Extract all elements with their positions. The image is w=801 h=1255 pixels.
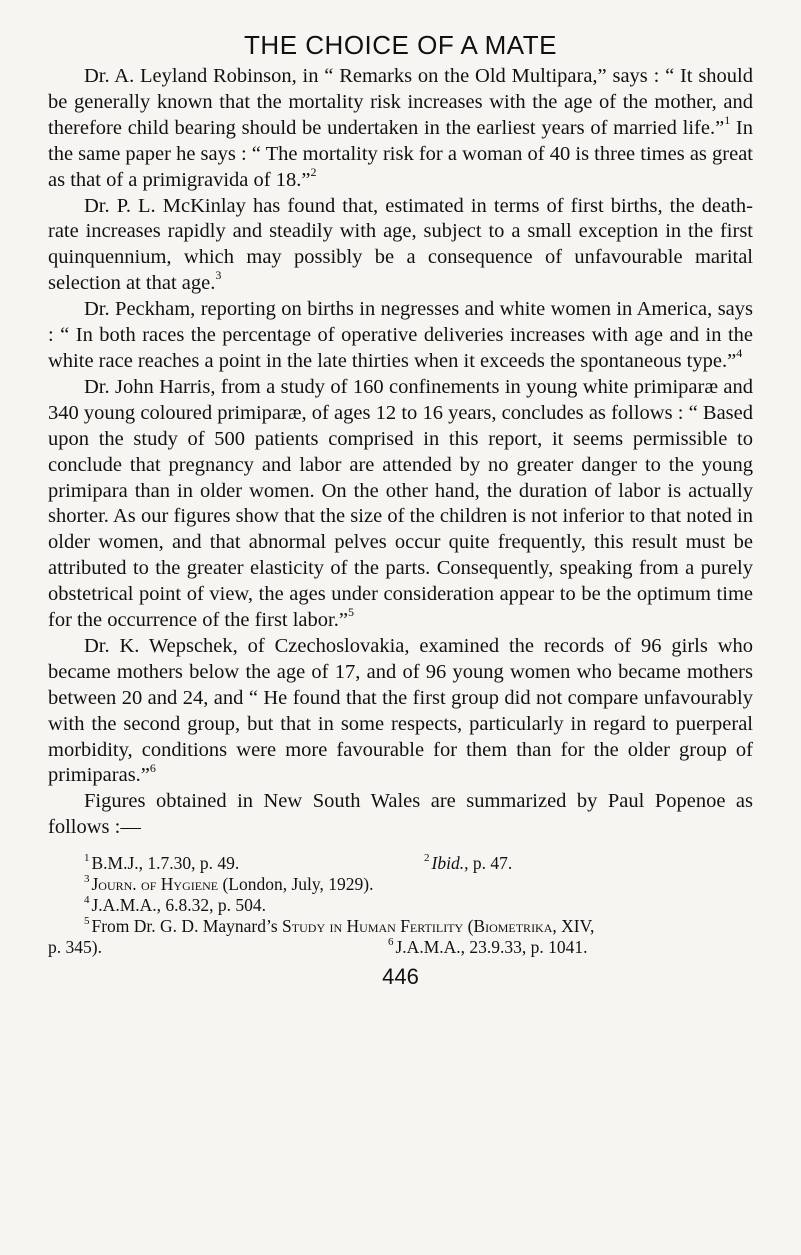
footnote-ref: 6 [149, 760, 156, 775]
footnote-2 [424, 853, 512, 874]
footnote-ref: 5 [347, 605, 354, 620]
footnote-ref: 1 [724, 112, 731, 127]
paragraph-text: Dr. K. Wepschek, of Czechoslovakia, examined the records of 96 girls who became mothers below the age of 17, and of 96 young women who became mothers between 20 and 24, and “ He found that the first group did not compare unfavourably with the second group, but that in some respects, particularly in regard to puerperal morbidity, conditions were more favourable for them than for the older group of primiparas.” [48, 634, 753, 787]
page-number: 446 [382, 964, 419, 990]
footnote-text: (London, July, 1929). [218, 874, 374, 895]
footnote-line [48, 895, 753, 916]
book-page [48, 30, 753, 990]
footnote-mark: 4 [84, 894, 90, 907]
footnote-4 [84, 895, 266, 916]
footnote-text: J.A.M.A., 6.8.32, p. 504. [91, 895, 267, 916]
footnote-ref: 4 [736, 346, 743, 361]
footnote-text: XIV, [556, 916, 595, 937]
footnote-line [48, 853, 753, 874]
footnote-text-smallcaps: Study in Human Fertility (Biometrika, [282, 916, 557, 937]
footnote-1 [84, 853, 424, 874]
paragraph-text: Figures obtained in New South Wales are summarized by Paul Popenoe as follows :— [48, 790, 753, 839]
footnote-text: From Dr. G. D. Maynard’s [91, 916, 283, 937]
footnote-line [48, 916, 753, 937]
paragraph-mckinlay [48, 194, 753, 298]
footnote-line [48, 874, 753, 895]
paragraph-popenoe [48, 789, 753, 841]
paragraph-text: In the same paper he says : “ The mortality risk for a woman of 40 is three times as great as that of a primigravida of 18.” [48, 116, 754, 191]
paragraph-harris [48, 375, 753, 634]
footnote-text: p. 47. [468, 853, 513, 874]
paragraph-wepschek [48, 634, 753, 789]
paragraph-robinson [48, 64, 753, 194]
paragraph-text: Dr. Peckham, reporting on births in negresses and white women in America, says : “ In both races the percentage of operative deliveries increases with age and in the white race reaches a point in the late thirties when it exceeds the spontaneous type.” [48, 298, 753, 372]
footnote-line [48, 937, 753, 958]
running-title: THE CHOICE OF A MATE [244, 30, 557, 60]
footnote-5 [84, 916, 594, 937]
footnote-mark: 3 [84, 873, 90, 886]
footnote-text: B.M.J., 1.7.30, p. 49. [91, 853, 240, 874]
footnote-mark: 2 [424, 852, 430, 865]
footnote-mark: 1 [84, 852, 90, 865]
footnote-text: J.A.M.A., 23.9.33, p. 1041. [395, 937, 588, 958]
footnote-text: p. 345). [48, 937, 102, 958]
footnote-text-smallcaps: Journ. of Hygiene [91, 874, 219, 895]
footnote-mark: 6 [388, 936, 394, 949]
footnote-ref: 3 [215, 268, 222, 283]
paragraph-text: Dr. P. L. McKinlay has found that, estimated in terms of first births, the death-rate increases rapidly and steadily with age, subject to a small exception in the first quinquennium, which may possibly be a consequence of unfavourable marital selection at that age. [48, 194, 753, 295]
footnote-mark: 5 [84, 915, 90, 928]
footnote-ref: 2 [310, 164, 317, 179]
paragraph-text: Dr. John Harris, from a study of 160 confinements in young white primiparæ and 340 young coloured primiparæ, of ages 12 to 16 years, concludes as follows : “ Based upon the study of 500 patients comprised in this report, it seems permissible to conclude that pregnancy and labor are attended by no greater danger to the young primipara than in older women. On the other hand, the duration of labor is actually shorter. As our figures show that the size of the children is not inferior to that noted in older women, and that abnormal pelves occur quite frequently, this result must be attributed to the greater elasticity of the parts. Consequently, speaking from a purely obstetrical point of view, the ages under consideration appear to be the optimum time for the occurrence of the first labor.” [48, 375, 753, 632]
footnote-6 [388, 937, 588, 958]
paragraph-text: Dr. A. Leyland Robinson, in “ Remarks on the Old Multipara,” says : “ It should be generally known that the mortality risk increases with the age of the mother, and therefore child bearing should be undertaken in the earliest years of married life.” [48, 65, 753, 139]
footnote-text-italic: Ibid., [431, 853, 469, 874]
paragraph-peckham [48, 297, 753, 375]
footnote-3 [84, 874, 373, 895]
body-text [48, 64, 753, 841]
footnotes [48, 853, 753, 958]
